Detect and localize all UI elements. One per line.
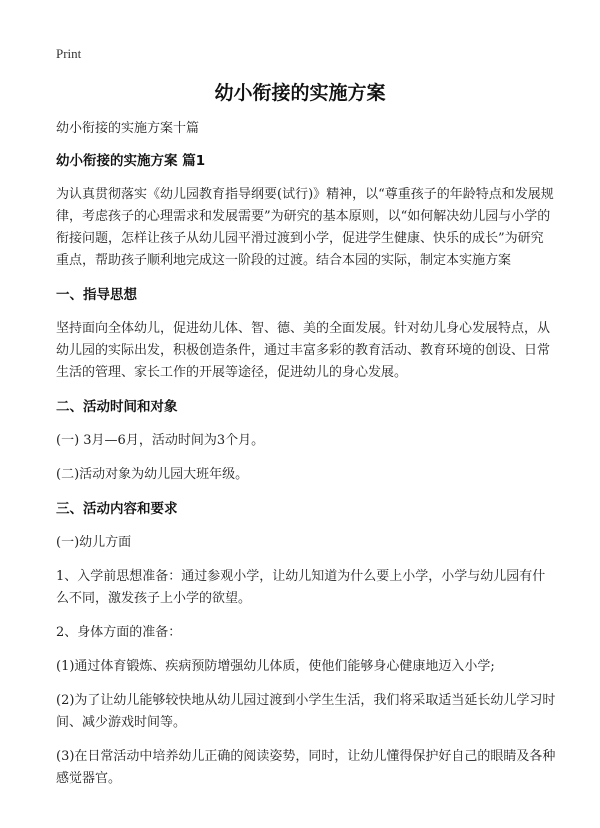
physical-detail-3: (3)在日常活动中培养幼儿正确的阅读姿势，同时，让幼儿懂得保护好自己的眼睛及各种感觉器官。 <box>56 749 556 786</box>
physical-detail-1: (1)通过体育锻炼、疾病预防增强幼儿体质，使他们能够身心健康地迈入小学; <box>56 659 495 674</box>
document-body <box>56 118 556 802</box>
physical-preparation-paragraph: 2、身体方面的准备： <box>56 625 182 640</box>
document-subtitle: 幼小衔接的实施方案十篇 <box>56 121 200 136</box>
child-aspect-paragraph: (一)幼儿方面 <box>56 535 132 550</box>
article-heading: 幼小衔接的实施方案 篇1 <box>56 153 206 169</box>
physical-detail-2: (2)为了让幼儿能够较快地从幼儿园过渡到小学生生活，我们将采取适当延长幼儿学习时间、减少游戏时间等。 <box>56 693 556 730</box>
mental-preparation-paragraph: 1、入学前思想准备：通过参观小学，让幼儿知道为什么要上小学，小学与幼儿园有什么不同，激发孩子上小学的欲望。 <box>56 569 546 606</box>
target-paragraph: (二)活动对象为幼儿园大班年级。 <box>56 467 249 482</box>
page-title: 幼小衔接的实施方案 <box>214 82 386 104</box>
guiding-thought-paragraph: 坚持面向全体幼儿，促进幼儿体、智、德、美的全面发展。针对幼儿身心发展特点，从幼儿园的实际出发，积极创造条件，通过丰富多彩的教育活动、教育环境的创设、日常生活的管理、家长工作的开展等途径，促进幼儿的身心发展。 <box>56 321 551 380</box>
section-heading-guiding-thought: 一、指导思想 <box>56 287 137 303</box>
print-label: Print <box>56 46 82 61</box>
section-heading-time-and-target: 二、活动时间和对象 <box>56 399 178 415</box>
section-heading-content-and-requirements: 三、活动内容和要求 <box>56 501 178 517</box>
time-paragraph: (一) 3月—6月，活动时间为3个月。 <box>56 433 265 448</box>
intro-paragraph: 为认真贯彻落实《幼儿园教育指导纲要(试行)》精神，以“尊重孩子的年龄特点和发展规律，考虑孩子的心理需求和发展需要”为研究的基本原则，以“如何解决幼儿园与小学的衔接问题，怎样让孩子从幼儿园平滑过渡到小学，促进学生健康、快乐的成长”为研究重点，帮助孩子顺利地完成这一阶段的过渡。结合本园的实际，制定本实施方案 <box>56 187 554 268</box>
